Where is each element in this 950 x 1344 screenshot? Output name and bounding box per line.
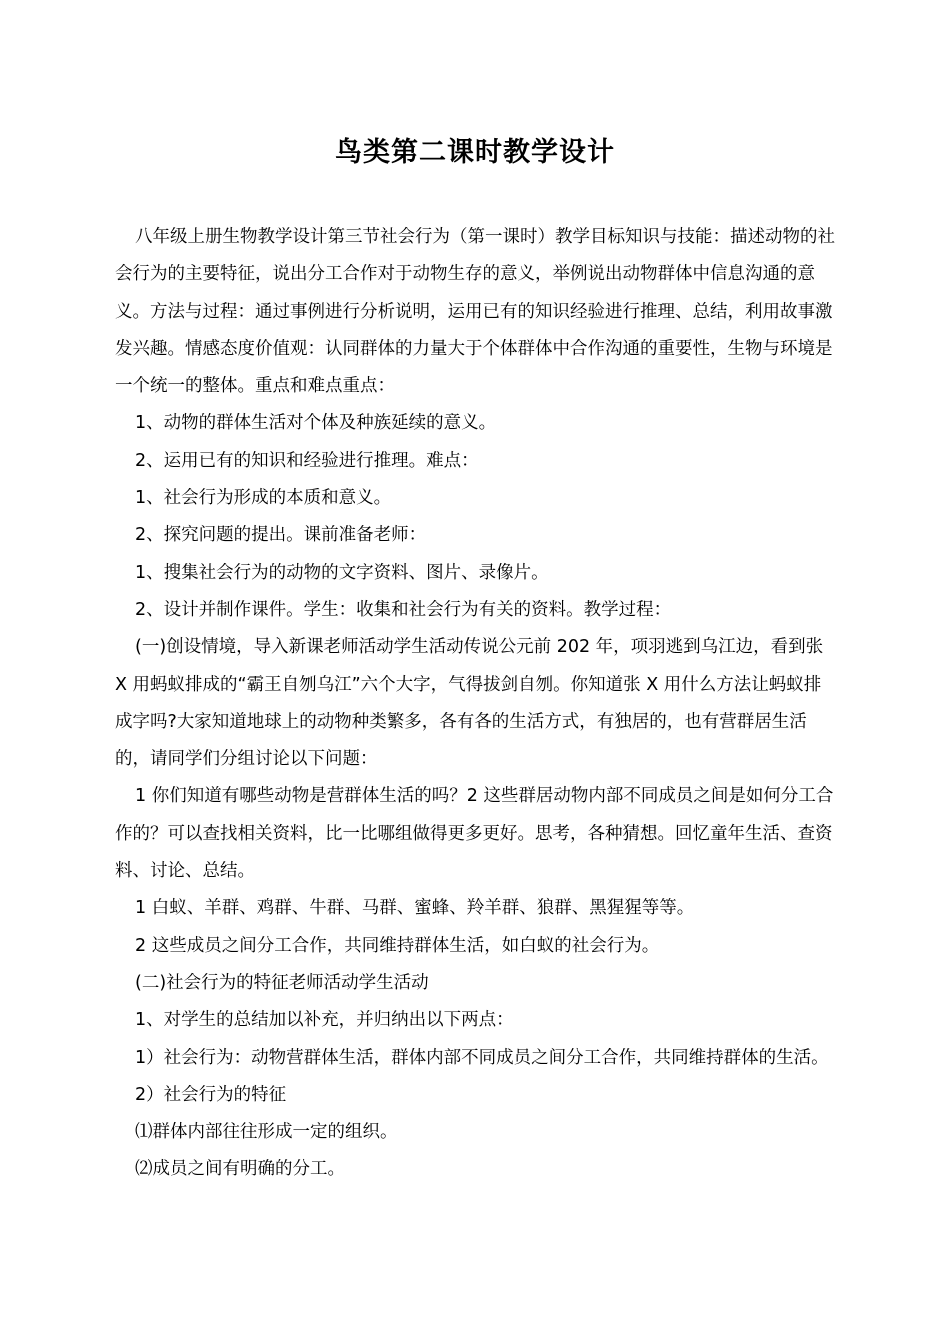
paragraph-feature-1: ⑴群体内部往往形成一定的组织。 bbox=[135, 1122, 398, 1143]
paragraph-summary-intro: 1、对学生的总结加以补充，并归纳出以下两点： bbox=[135, 1010, 514, 1031]
paragraph-feature-2: ⑵成员之间有明确的分工。 bbox=[135, 1159, 345, 1180]
paragraph-prep-teacher: 1、搜集社会行为的动物的文字资料、图片、录像片。 bbox=[135, 562, 549, 583]
document-body bbox=[115, 219, 837, 1189]
paragraph-objectives: 八年级上册生物教学设计第三节社会行为（第一课时）教学目标知识与技能：描述动物的社会行为的主要特征，说出分工合作对于动物生存的意义，举例说出动物群体中信息沟通的意义。方法与过程：通过事例进行分析说明，运用已有的知识经验进行推理、总结，利用故事激发兴趣。情感态度价值观：认同群体的力量大于个体群体中合作沟通的重要性，生物与环境是一个统一的整体。重点和难点重点： bbox=[115, 227, 835, 397]
paragraph-answer-2: 2 这些成员之间分工合作，共同维持群体生活，如白蚁的社会行为。 bbox=[135, 935, 660, 956]
paragraph-social-behavior-definition: 1）社会行为：动物营群体生活，群体内部不同成员之间分工合作，共同维持群体的生活。 bbox=[135, 1047, 829, 1068]
paragraph-social-behavior-features: 2）社会行为的特征 bbox=[135, 1084, 287, 1105]
document-title: 鸟类第二课时教学设计 bbox=[335, 137, 615, 168]
paragraph-difficulty-1: 1、社会行为形成的本质和意义。 bbox=[135, 488, 392, 509]
paragraph-section-2-heading: (二)社会行为的特征老师活动学生活动 bbox=[135, 972, 429, 993]
paragraph-prep-student: 2、设计并制作课件。学生：收集和社会行为有关的资料。教学过程： bbox=[135, 599, 672, 620]
paragraph-difficulty-2: 2、探究问题的提出。课前准备老师： bbox=[135, 525, 427, 546]
paragraph-key-point-2: 2、运用已有的知识和经验进行推理。难点： bbox=[135, 450, 479, 471]
paragraph-key-point-1: 1、动物的群体生活对个体及种族延续的意义。 bbox=[135, 413, 497, 434]
paragraph-answer-1: 1 白蚁、羊群、鸡群、牛群、马群、蜜蜂、羚羊群、狼群、黑猩猩等等。 bbox=[135, 898, 695, 919]
paragraph-section-1-intro: (一)创设情境，导入新课老师活动学生活动传说公元前 202 年，项羽逃到乌江边，看到张 X 用蚂蚁排成的“霸王自刎乌江”六个大字，气得拔剑自刎。你知道张 X 用什么方法让蚂蚁排成字吗?大家知道地球上的动物种类繁多，各有各的生活方式，有独居的，也有营群居生活的，请同学们分组讨论以下问题： bbox=[115, 637, 824, 770]
paragraph-discussion-questions: 1 你们知道有哪些动物是营群体生活的吗？2 这些群居动物内部不同成员之间是如何分工合作的？可以查找相关资料，比一比哪组做得更多更好。思考，各种猜想。回忆童年生活、查资料、讨论、总结。 bbox=[115, 786, 834, 882]
